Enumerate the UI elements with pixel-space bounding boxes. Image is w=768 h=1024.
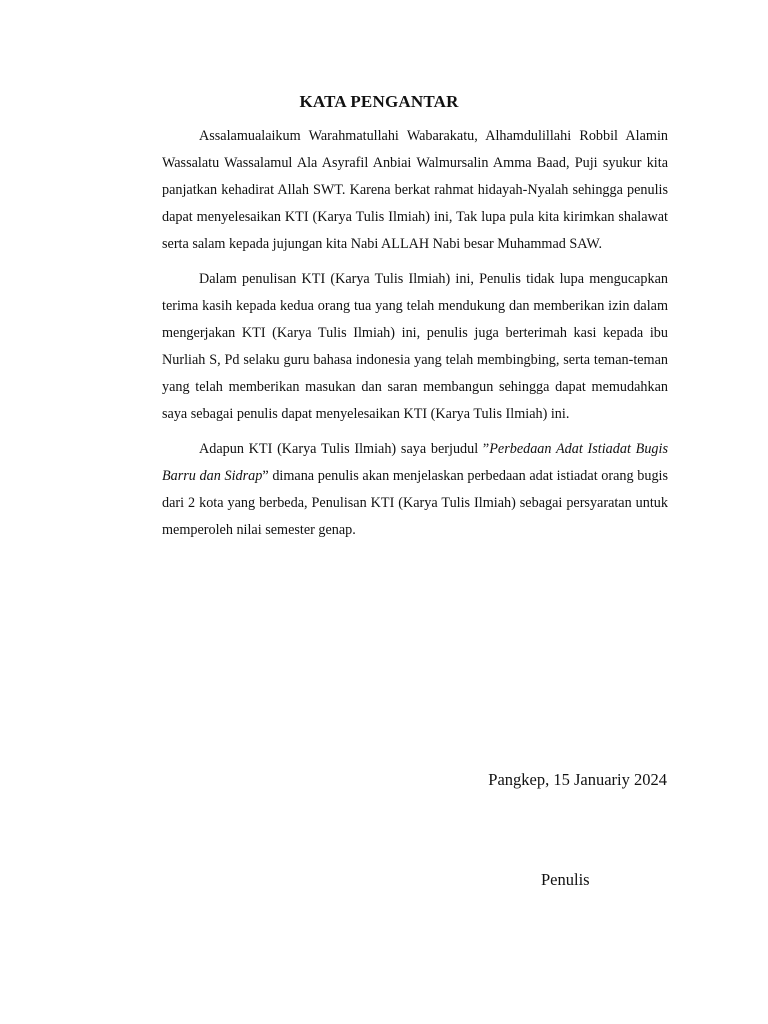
paragraph-purpose	[162, 436, 668, 544]
paragraph-purpose-rest: ” dimana penulis akan menjelaskan perbedaan adat istiadat orang bugis dari 2 kota yang berbeda, Penulisan KTI (Karya Tulis Ilmiah) sebagai persyaratan untuk memperoleh nilai semester genap.	[162, 468, 669, 538]
paragraph-greeting: Assalamualaikum Warahmatullahi Wabarakatu, Alhamdulillahi Robbil Alamin Wassalatu Wassalamul Ala Asyrafil Anbiai Walmursalin Amma Baad, Puji syukur kita panjatkan kehadirat Allah SWT. Karena berkat rahmat hidayah-Nyalah sehingga penulis dapat menyelesaikan KTI (Karya Tulis Ilmiah) ini, Tak lupa pula kita kirimkan shalawat serta salam kepada jujungan kita Nabi ALLAH Nabi besar Muhammad SAW.	[162, 128, 668, 252]
paragraph-purpose-intro: Adapun KTI (Karya Tulis Ilmiah) saya berjudul ”	[199, 441, 490, 457]
document-body	[162, 123, 668, 544]
signer-label: Penulis	[541, 870, 590, 889]
page-title: KATA PENGANTAR	[299, 92, 459, 111]
place-and-date: Pangkep, 15 Januariy 2024	[488, 770, 667, 789]
paper-title: Perbedaan Adat Istiadat Bugis Barru dan Sidrap	[162, 441, 668, 484]
paragraph-acknowledgements: Dalam penulisan KTI (Karya Tulis Ilmiah) ini, Penulis tidak lupa mengucapkan terima kasih kepada kedua orang tua yang telah mendukung dan memberikan izin dalam mengerjakan KTI (Karya Tulis Ilmiah) ini, penulis juga berterimah kasi kepada ibu Nurliah S, Pd selaku guru bahasa indonesia yang telah membingbing, serta teman-teman yang telah memberikan masukan dan saran membangun sehingga dapat memudahkan saya sebagai penulis dapat menyelesaikan KTI (Karya Tulis Ilmiah) ini.	[162, 271, 668, 422]
